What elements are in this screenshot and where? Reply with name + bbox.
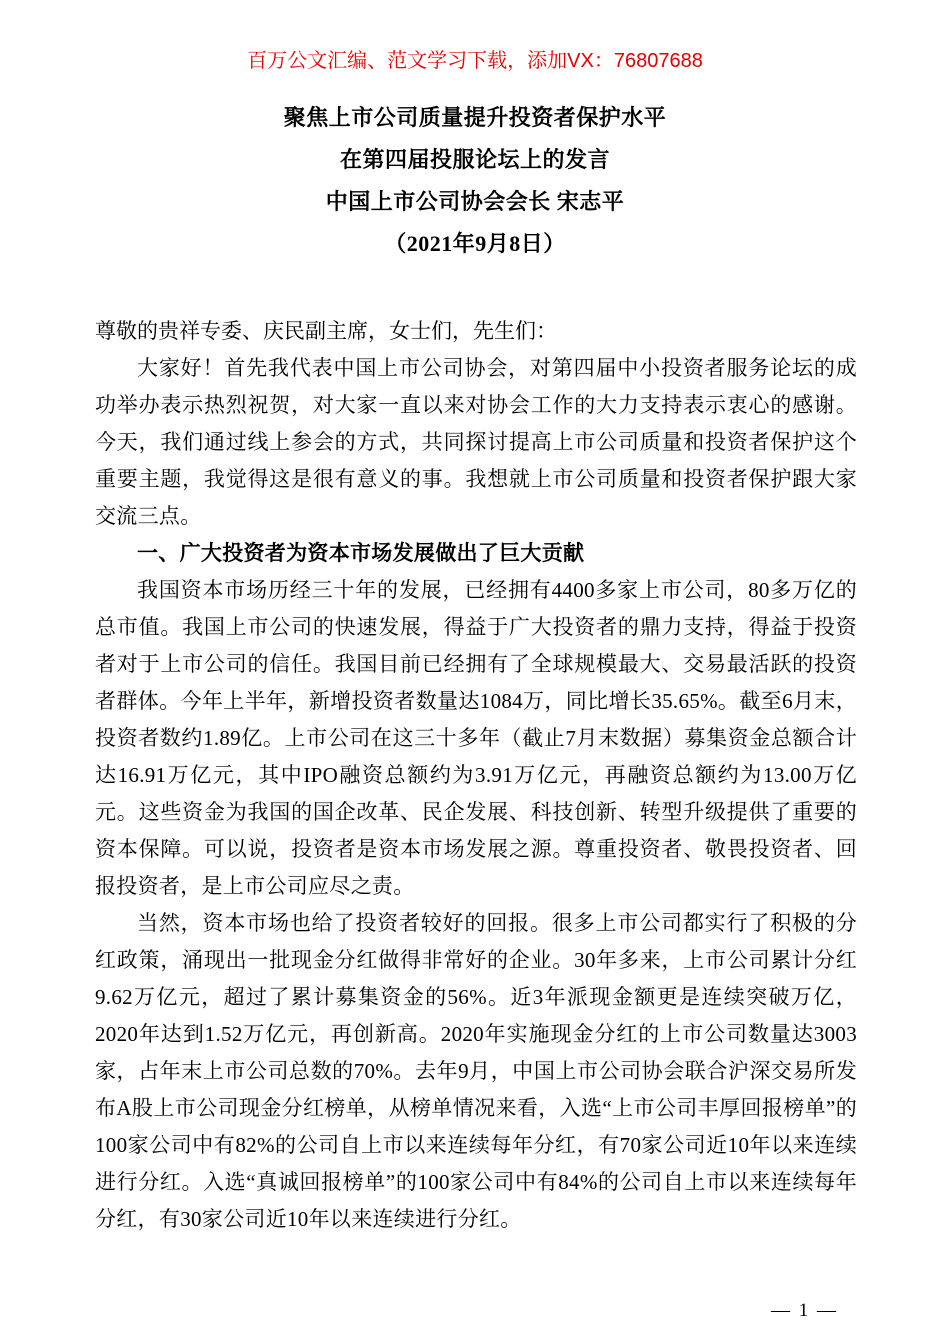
- doc-title-line-2: 在第四届投服论坛上的发言: [339, 147, 610, 172]
- page-number: — 1 —: [771, 1300, 838, 1321]
- paragraph: 大家好！首先我代表中国上市公司协会，对第四届中小投资者服务论坛的成功举办表示热烈祝贺，对大家一直以来对协会工作的大力支持表示衷心的感谢。今天，我们通过线上参会的方式，共同探讨提高上市公司质量和投资者保护这个重要主题，我觉得这是很有意义的事。我想就上市公司质量和投资者保护跟大家交流三点。: [95, 356, 857, 528]
- doc-title-date: （2021年9月8日）: [384, 231, 566, 256]
- paragraph: 当然，资本市场也给了投资者较好的回报。很多上市公司都实行了积极的分红政策，涌现出一批现金分红做得非常好的企业。30年多来，上市公司累计分红9.62万亿元，超过了累计募集资金的56%。近3年派现金额更是连续突破万亿，2020年达到1.52万亿元，再创新高。2020年实施现金分红的上市公司数量达3003家，占年末上市公司总数的70%。去年9月，中国上市公司协会联合沪深交易所发布A股上市公司现金分红榜单，从榜单情况来看，入选“上市公司丰厚回报榜单”的100家公司中有82%的公司自上市以来连续每年分红，有70家公司近10年以来连续进行分红。入选“真诚回报榜单”的100家公司中有84%的公司自上市以来连续每年分红，有30家公司近10年以来连续进行分红。: [95, 911, 857, 1231]
- doc-title-author: 中国上市公司协会会长 宋志平: [325, 189, 625, 214]
- doc-title-line-1: 聚焦上市公司质量提升投资者保护水平: [283, 105, 667, 130]
- section-heading: 一、广大投资者为资本市场发展做出了巨大贡献: [137, 541, 585, 565]
- promo-notice: 百万公文汇编、范文学习下载，添加VX：76807688: [247, 50, 703, 72]
- paragraph: 我国资本市场历经三十年的发展，已经拥有4400多家上市公司，80多万亿的总市值。我国上市公司的快速发展，得益于广大投资者的鼎力支持，得益于投资者对于上市公司的信任。我国目前已经拥有了全球规模最大、交易最活跃的投资者群体。今年上半年，新增投资者数量达1084万，同比增长35.65%。截至6月末，投资者数约1.89亿。上市公司在这三十多年（截止7月末数据）募集资金总额合计达16.91万亿元，其中IPO融资总额约为3.91万亿元，再融资总额约为13.00万亿元。这些资金为我国的国企改革、民企发展、科技创新、转型升级提供了重要的资本保障。可以说，投资者是资本市场发展之源。尊重投资者、敬畏投资者、回报投资者，是上市公司应尽之责。: [95, 578, 857, 898]
- document-body: [95, 313, 857, 1238]
- salutation: 尊敬的贵祥专委、庆民副主席，女士们，先生们：: [95, 319, 557, 343]
- document-title-block: [0, 97, 950, 265]
